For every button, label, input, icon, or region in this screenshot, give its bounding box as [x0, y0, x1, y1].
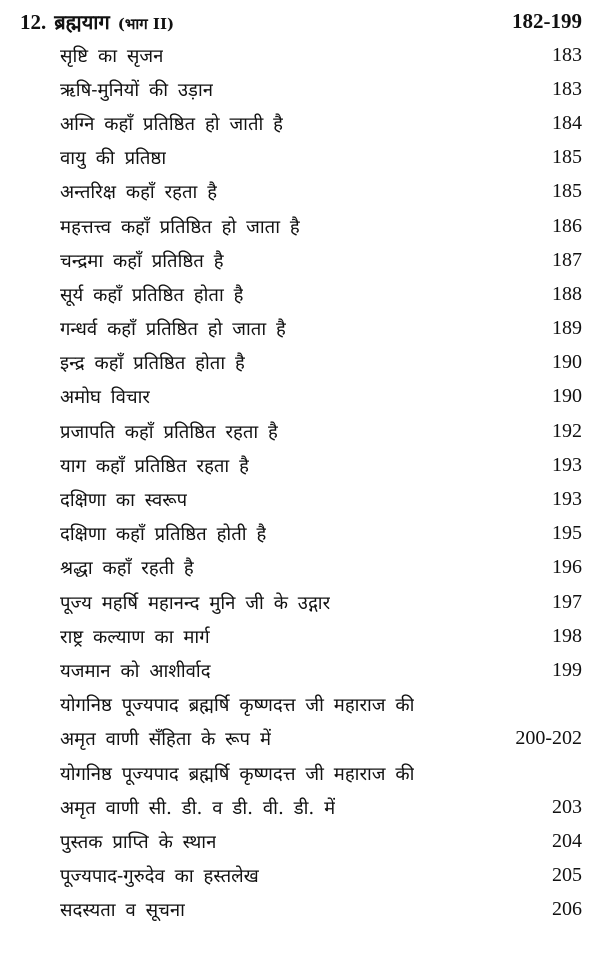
toc-entry-page: 190 — [552, 385, 582, 408]
toc-entry — [60, 72, 582, 106]
toc-entry-label: अग्नि कहाँ प्रतिष्ठित हो जाती है — [60, 113, 284, 135]
toc-entry — [60, 175, 582, 209]
toc-entry-page: 204 — [552, 829, 582, 852]
toc-entry — [60, 209, 582, 243]
toc-entry — [60, 106, 582, 140]
toc-entry — [60, 517, 582, 551]
toc-entry-label: अन्तरिक्ष कहाँ रहता है — [60, 182, 218, 204]
toc-entry — [60, 585, 582, 619]
toc-entry-label: प्रजापति कहाँ प्रतिष्ठित रहता है — [60, 421, 278, 443]
section-page-range: 182-199 — [512, 8, 582, 33]
toc-entry-page: 195 — [552, 522, 582, 545]
toc-entry — [60, 722, 582, 756]
toc-entry-page: 184 — [552, 111, 582, 134]
toc-entry-page: 183 — [552, 43, 582, 66]
toc-entry-label: सदस्यता व सूचना — [60, 900, 185, 922]
toc-entry — [60, 312, 582, 346]
toc-entry — [60, 893, 582, 927]
toc-entry — [60, 346, 582, 380]
toc-entry-label: अमोघ विचार — [60, 387, 150, 409]
toc-entry-label: वायु की प्रतिष्ठा — [60, 148, 167, 170]
toc-entry-label: यजमान को आशीर्वाद — [60, 660, 211, 682]
toc-entry — [60, 619, 582, 653]
toc-entry-page: 200-202 — [515, 727, 582, 750]
toc-entry-label: सूर्य कहाँ प्रतिष्ठित होता है — [60, 284, 244, 306]
toc-entry-label: योगनिष्ठ पूज्यपाद ब्रह्मर्षि कृष्णदत्त जी महाराज की — [60, 695, 415, 717]
toc-entry-label: ऋषि-मुनियों की उड़ान — [60, 79, 214, 101]
toc-entry-label: अमृत वाणी सँहिता के रूप में — [60, 729, 272, 751]
toc-entry-page: 206 — [552, 898, 582, 921]
toc-entry-page: 190 — [552, 351, 582, 374]
toc-entry-label: महत्तत्त्व कहाँ प्रतिष्ठित हो जाता है — [60, 216, 300, 238]
toc-entry-label: श्रद्धा कहाँ रहती है — [60, 558, 194, 580]
toc-entry-label: राष्ट्र कल्याण का मार्ग — [60, 626, 210, 648]
toc-entry-page: 192 — [552, 419, 582, 442]
toc-entry-page: 185 — [552, 180, 582, 203]
toc-entry-page: 203 — [552, 795, 582, 818]
toc-entry-label: योगनिष्ठ पूज्यपाद ब्रह्मर्षि कृष्णदत्त जी महाराज की — [60, 763, 415, 785]
toc-entry — [60, 448, 582, 482]
toc-entry — [60, 653, 582, 687]
section-title: ब्रह्मयाग — [54, 9, 110, 34]
toc-entry-page: 183 — [552, 77, 582, 100]
toc-entry-page: 196 — [552, 556, 582, 579]
toc-entry-page: 199 — [552, 658, 582, 681]
section-heading — [20, 4, 582, 38]
toc-entry-page: 205 — [552, 864, 582, 887]
toc-entry-page: 189 — [552, 317, 582, 340]
toc-entry-label: गन्धर्व कहाँ प्रतिष्ठित हो जाता है — [60, 319, 286, 341]
toc-entry — [60, 756, 582, 790]
toc-entry-label: पूज्य महर्षि महानन्द मुनि जी के उद्गार — [60, 592, 331, 614]
toc-entry — [60, 688, 582, 722]
toc-entry-page: 193 — [552, 488, 582, 511]
toc-entry — [60, 414, 582, 448]
toc-entry — [60, 790, 582, 824]
toc-entry-label: पूज्यपाद-गुरुदेव का हस्तलेख — [60, 866, 259, 888]
toc-entry-page: 185 — [552, 146, 582, 169]
toc-entry — [60, 243, 582, 277]
toc-entry-page: 186 — [552, 214, 582, 237]
toc-entry-page: 197 — [552, 590, 582, 613]
toc-entry-page: 193 — [552, 453, 582, 476]
toc-entry-page: 188 — [552, 282, 582, 305]
toc-entry — [60, 824, 582, 858]
section-number: 12. — [20, 9, 47, 34]
toc-entry-label: पुस्तक प्राप्ति के स्थान — [60, 831, 217, 853]
toc-entry-page: 198 — [552, 624, 582, 647]
section-heading-left — [20, 8, 174, 35]
toc-entry — [60, 859, 582, 893]
toc-entry — [60, 482, 582, 516]
section-part: (भाग II) — [117, 14, 175, 33]
toc-entry-page: 187 — [552, 248, 582, 271]
toc-entry-label: अमृत वाणी सी. डी. व डी. वी. डी. में — [60, 797, 336, 819]
toc-entry — [60, 551, 582, 585]
toc-entry — [60, 380, 582, 414]
toc-entry — [60, 38, 582, 72]
toc-entry-label: याग कहाँ प्रतिष्ठित रहता है — [60, 455, 249, 477]
toc-entry-label: चन्द्रमा कहाँ प्रतिष्ठित है — [60, 250, 224, 272]
toc-entry — [60, 141, 582, 175]
toc-entry-label: सृष्टि का सृजन — [60, 45, 164, 67]
toc-entry-label: इन्द्र कहाँ प्रतिष्ठित होता है — [60, 353, 245, 375]
toc-entry — [60, 277, 582, 311]
toc-entry-label: दक्षिणा कहाँ प्रतिष्ठित होती है — [60, 524, 267, 546]
toc-entry-label: दक्षिणा का स्वरूप — [60, 490, 188, 512]
toc-list — [60, 38, 582, 927]
